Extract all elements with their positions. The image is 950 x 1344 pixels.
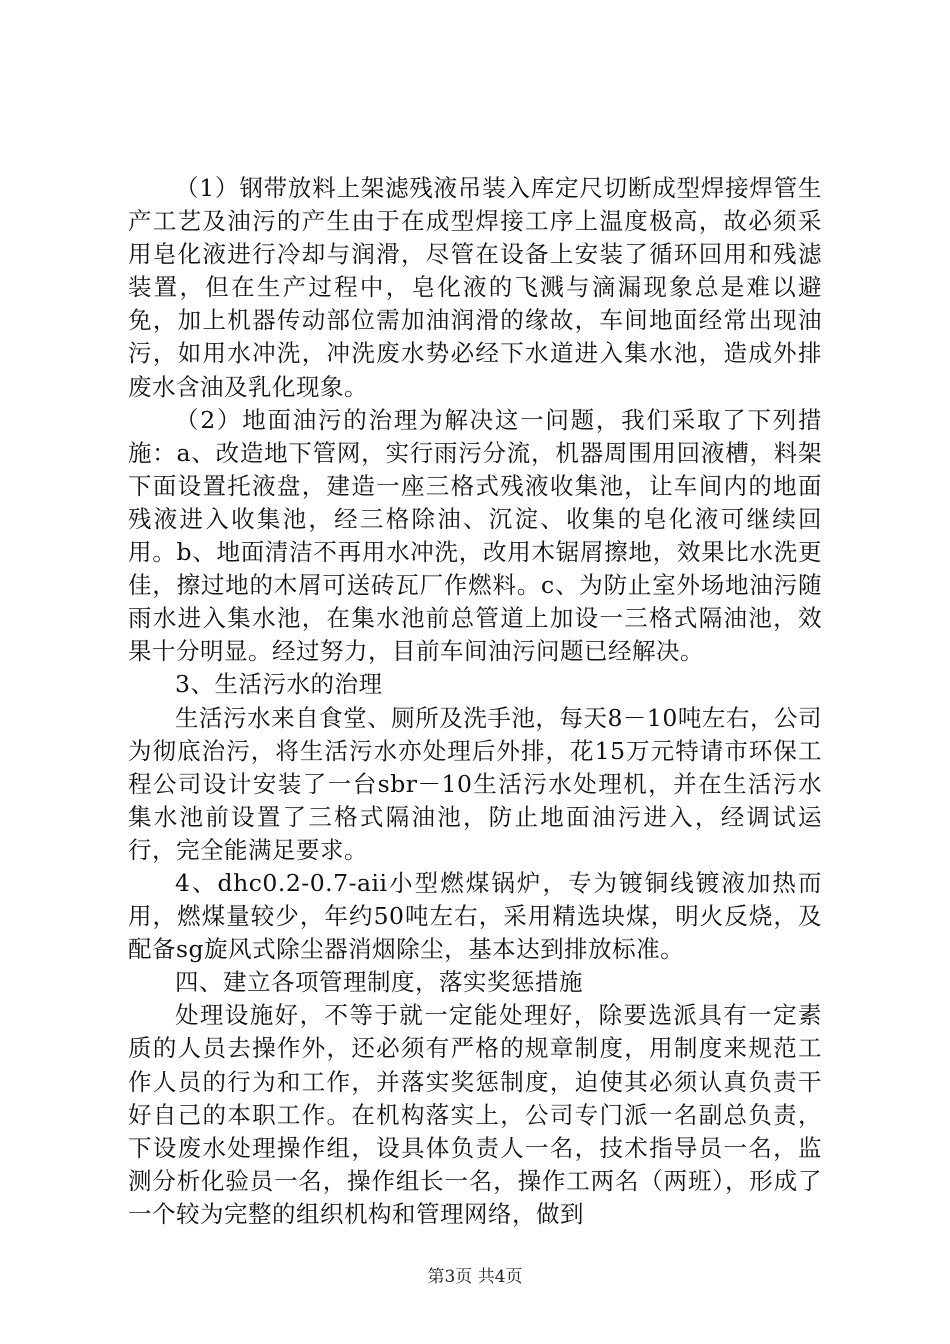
paragraph-coal-boiler: 4、dhc0.2-0.7-aii小型燃煤锅炉，专为镀铜线镀液加热而用，燃煤量较少，年约50吨左右，采用精选块煤，明火反烧，及配备sg旋风式除尘器消烟除尘，基本达到排放标准。 <box>128 868 822 964</box>
page-number-footer: 第3页 共4页 <box>427 1267 523 1287</box>
paragraph-management-system: 处理设施好，不等于就一定能处理好，除要选派具有一定素质的人员去操作外，还必须有严格的规章制度，用制度来规范工作人员的行为和工作，并落实奖惩制度，迫使其必须认真负责干好自己的本职工作。在机构落实上，公司专门派一名副总负责，下设废水处理操作组，设具体负责人一名，技术指导员一名，监测分析化验员一名，操作组长一名，操作工两名（两班），形成了一个较为完整的组织机构和管理网络，做到 <box>128 1001 822 1228</box>
paragraph-steel-strip-process: （1）钢带放料上架滤残液吊装入库定尺切断成型焊接焊管生产工艺及油污的产生由于在成型焊接工序上温度极高，故必须采用皂化液进行冷却与润滑，尽管在设备上安装了循环回用和残滤装置，但在生产过程中，皂化液的飞溅与滴漏现象总是难以避免，加上机器传动部位需加油润滑的缘故，车间地面经常出现油污，如用水冲洗，冲洗废水势必经下水道进入集水池，造成外排废水含油及乳化现象。 <box>128 174 822 401</box>
document-body <box>128 172 822 1231</box>
section-heading-domestic-sewage: 3、生活污水的治理 <box>175 670 383 699</box>
paragraph-domestic-sewage: 生活污水来自食堂、厕所及洗手池，每天8－10吨左右，公司为彻底治污，将生活污水亦处理后外排，花15万元特请市环保工程公司设计安装了一台sbr－10生活污水处理机，并在生活污水集水池前设置了三格式隔油池，防止地面油污进入，经调试运行，完全能满足要求。 <box>128 703 822 864</box>
section-heading-management-system: 四、建立各项管理制度，落实奖惩措施 <box>175 968 583 997</box>
paragraph-floor-oil-treatment: （2）地面油污的治理为解决这一问题，我们采取了下列措施：a、改造地下管网，实行雨污分流，机器周围用回液槽，料架下面设置托液盘，建造一座三格式残液收集池，让车间内的地面残液进入收集池，经三格除油、沉淀、收集的皂化液可继续回用。b、地面清洁不再用水冲洗，改用木锯屑擦地，效果比水洗更佳，擦过地的木屑可送砖瓦厂作燃料。c、为防止室外场地油污随雨水进入集水池，在集水池前总管道上加设一三格式隔油池，效果十分明显。经过努力，目前车间油污问题已经解决。 <box>128 405 822 666</box>
